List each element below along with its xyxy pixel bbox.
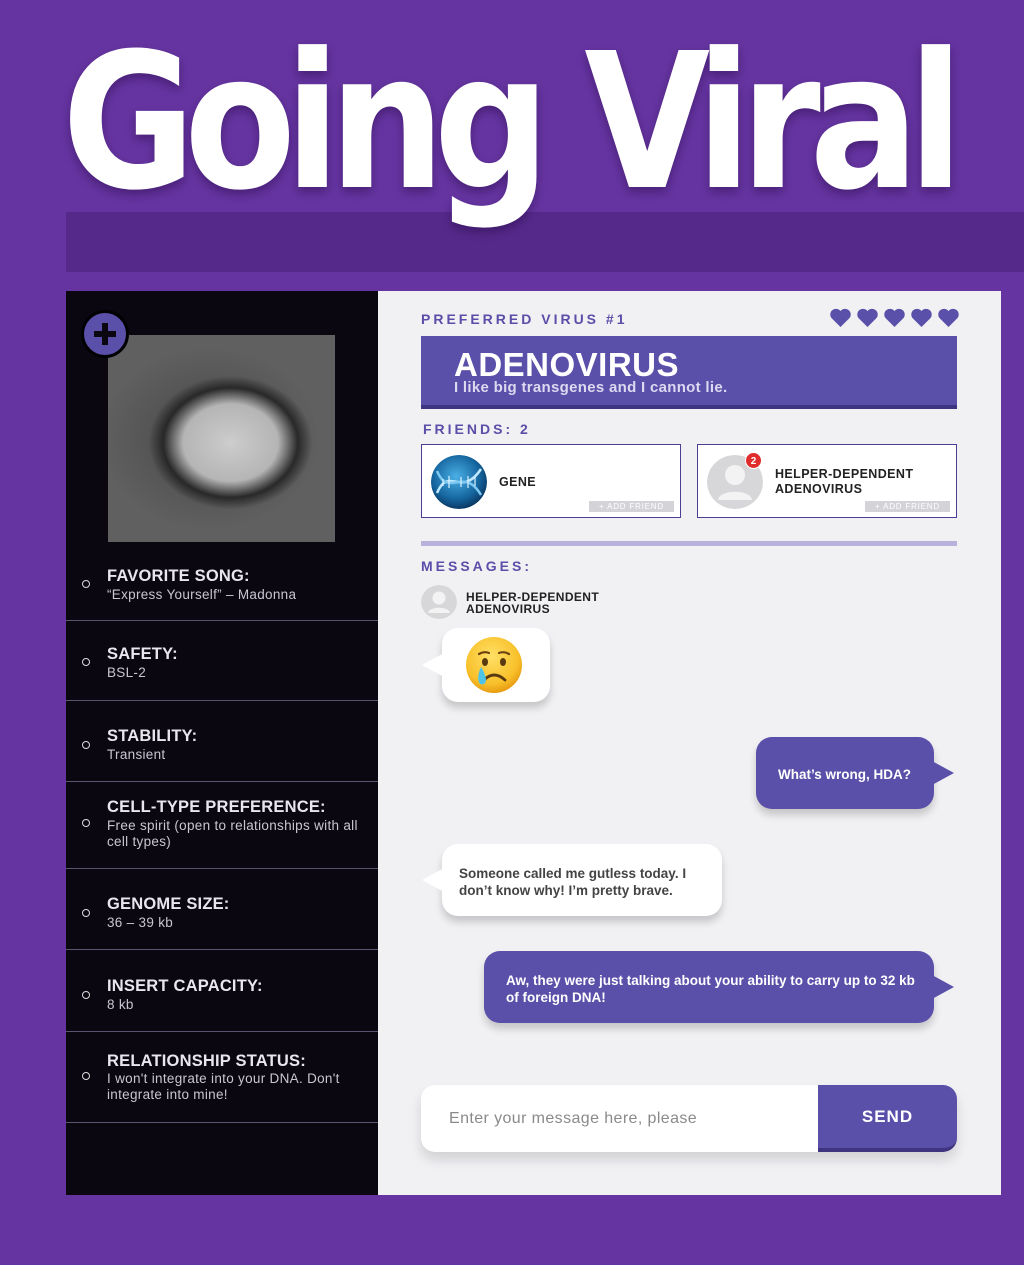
section-label: PREFERRED VIRUS #1 [421, 311, 628, 327]
attribute-safety [66, 621, 378, 701]
bubble-tail [422, 653, 444, 677]
attribute-genome-size [66, 869, 378, 950]
heart-icon [856, 308, 879, 328]
attribute-value: Free spirit (open to relationships with all cell types) [107, 818, 358, 849]
send-button[interactable]: SEND [818, 1085, 957, 1152]
message-bubble-incoming [442, 628, 550, 702]
message-bubble-outgoing [484, 951, 934, 1023]
profile-sidebar [66, 291, 378, 1195]
attribute-label: GENOME SIZE: [107, 895, 230, 913]
message-text: Someone called me gutless today. I don’t know why! I’m pretty brave. [459, 866, 687, 898]
attribute-stability [66, 701, 378, 782]
attribute-label: INSERT CAPACITY: [107, 977, 263, 995]
profile-tagline: I like big transgenes and I cannot lie. [454, 379, 728, 396]
add-friend-button[interactable]: + ADD FRIEND [589, 501, 674, 512]
message-bubble-outgoing [756, 737, 934, 809]
rating-hearts [829, 308, 960, 328]
message-composer [421, 1085, 957, 1152]
notification-badge: 2 [745, 452, 762, 469]
bubble-tail [932, 975, 954, 999]
attribute-value: 36 – 39 kb [107, 915, 174, 930]
message-text: Aw, they were just talking about your ability to carry up to 32 kb of foreign DNA! [506, 973, 915, 1005]
profile-name-box [421, 336, 957, 409]
dna-helix-icon [431, 455, 487, 509]
friends-label: FRIENDS: 2 [423, 421, 531, 437]
profile-panel [378, 291, 1001, 1195]
attribute-value: BSL-2 [107, 665, 147, 680]
bubble-tail [932, 761, 954, 785]
message-text: What’s wrong, HDA? [778, 767, 911, 782]
plus-icon [91, 320, 119, 348]
attribute-value: 8 kb [107, 997, 134, 1012]
message-bubble-incoming [442, 844, 722, 916]
virus-micrograph [108, 335, 335, 542]
user-icon [421, 585, 457, 619]
attribute-label: SAFETY: [107, 645, 178, 663]
section-divider [421, 541, 957, 546]
friend-name: GENE [499, 475, 537, 489]
bullet-icon [82, 819, 90, 827]
add-friend-button[interactable]: + ADD FRIEND [865, 501, 950, 512]
attribute-value: I won't integrate into your DNA. Don't integrate into mine! [107, 1071, 340, 1102]
heart-icon [883, 308, 906, 328]
attribute-cell-type-preference [66, 782, 378, 869]
page-title: Going Viral [62, 13, 953, 232]
attribute-label: RELATIONSHIP STATUS: [107, 1052, 306, 1070]
bullet-icon [82, 580, 90, 588]
crying-face-emoji [464, 636, 524, 694]
attribute-relationship-status [66, 1032, 378, 1123]
friend-card-gene[interactable] [421, 444, 681, 518]
attribute-favorite-song [66, 553, 378, 621]
messages-label: MESSAGES: [421, 558, 533, 574]
attribute-insert-capacity [66, 950, 378, 1032]
message-sender: HELPER-DEPENDENT ADENOVIRUS [466, 590, 600, 616]
bullet-icon [82, 991, 90, 999]
heart-icon [910, 308, 933, 328]
friend-card-helper-dependent-adenovirus[interactable] [697, 444, 957, 518]
bubble-tail [422, 868, 444, 892]
bullet-icon [82, 741, 90, 749]
attribute-label: CELL-TYPE PREFERENCE: [107, 798, 326, 816]
attribute-label: STABILITY: [107, 727, 198, 745]
message-input[interactable] [421, 1085, 817, 1152]
bullet-icon [82, 909, 90, 917]
heart-icon [937, 308, 960, 328]
friend-name: HELPER-DEPENDENT ADENOVIRUS [775, 467, 914, 496]
bullet-icon [82, 1072, 90, 1080]
heart-icon [829, 308, 852, 328]
attribute-value: Transient [107, 747, 166, 762]
profile-name: ADENOVIRUS [454, 346, 680, 383]
bullet-icon [82, 658, 90, 666]
add-button[interactable] [81, 310, 129, 358]
attribute-label: FAVORITE SONG: [107, 567, 250, 585]
attribute-value: “Express Yourself” – Madonna [107, 587, 297, 602]
